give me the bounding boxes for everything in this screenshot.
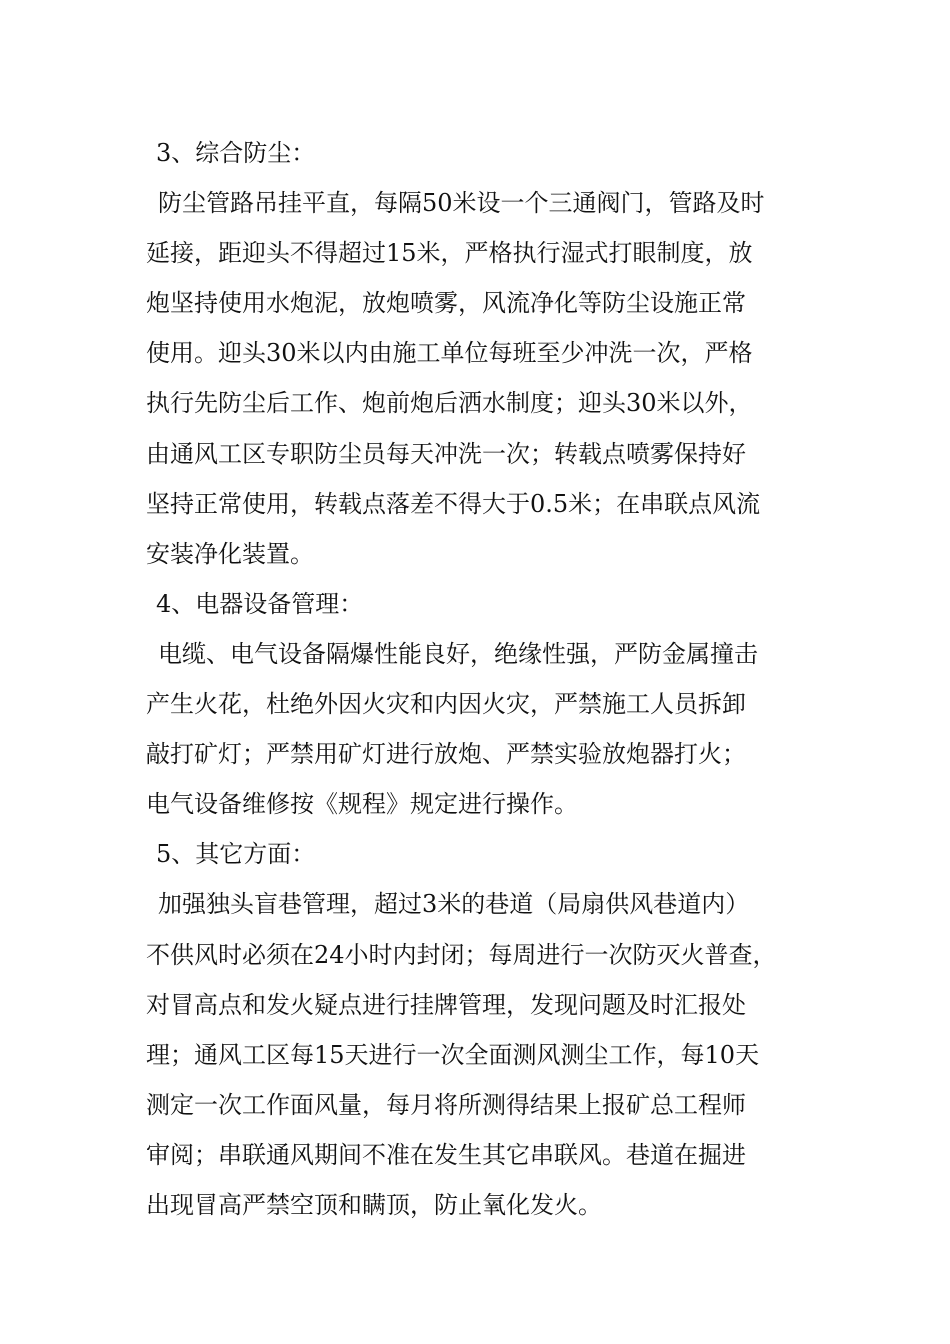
paragraph-line: 坚持正常使用，转载点落差不得大于0.5米；在串联点风流 bbox=[146, 489, 761, 518]
paragraph-line: 产生火花，杜绝外因火灾和内因火灾，严禁施工人员拆卸 bbox=[146, 690, 746, 719]
paragraph-line: 电气设备维修按《规程》规定进行操作。 bbox=[146, 790, 578, 819]
paragraph-line: 使用。迎头30米以内由施工单位每班至少冲洗一次，严格 bbox=[146, 339, 753, 368]
paragraph-line: 电缆、电气设备隔爆性能良好，绝缘性强，严防金属撞击 bbox=[158, 639, 758, 668]
paragraph-line: 测定一次工作面风量，每月将所测得结果上报矿总工程师 bbox=[146, 1090, 746, 1119]
document-body bbox=[146, 128, 822, 1230]
paragraph-line: 执行先防尘后工作、炮前炮后洒水制度；迎头30米以外， bbox=[146, 389, 753, 418]
paragraph-line: 由通风工区专职防尘员每天冲洗一次；转载点喷雾保持好 bbox=[146, 439, 746, 468]
paragraph-line: 安装净化装置。 bbox=[146, 539, 314, 568]
paragraph-line: 炮坚持使用水炮泥，放炮喷雾，风流净化等防尘设施正常 bbox=[146, 289, 746, 318]
paragraph-line: 防尘管路吊挂平直，每隔50米设一个三通阀门，管路及时 bbox=[158, 189, 765, 218]
paragraph-line: 对冒高点和发火疑点进行挂牌管理，发现问题及时汇报处 bbox=[146, 990, 746, 1019]
section-heading-dust-prevention: 3、综合防尘： bbox=[156, 139, 316, 167]
paragraph-line: 加强独头盲巷管理，超过3米的巷道（局扇供风巷道内） bbox=[158, 890, 750, 919]
paragraph-line: 理；通风工区每15天进行一次全面测风测尘工作，每10天 bbox=[146, 1040, 760, 1069]
paragraph-line: 审阅；串联通风期间不准在发生其它串联风。巷道在掘进 bbox=[146, 1140, 746, 1169]
section-heading-other-aspects: 5、其它方面： bbox=[156, 840, 316, 869]
section-heading-electrical-equipment: 4、电器设备管理： bbox=[156, 589, 364, 618]
paragraph-line: 不供风时必须在24小时内封闭；每周进行一次防灭火普查， bbox=[146, 940, 777, 969]
paragraph-line: 敲打矿灯；严禁用矿灯进行放炮、严禁实验放炮器打火； bbox=[146, 740, 746, 769]
paragraph-line: 出现冒高严禁空顶和瞒顶，防止氧化发火。 bbox=[146, 1190, 602, 1219]
paragraph-line: 延接，距迎头不得超过15米，严格执行湿式打眼制度，放 bbox=[146, 239, 753, 268]
